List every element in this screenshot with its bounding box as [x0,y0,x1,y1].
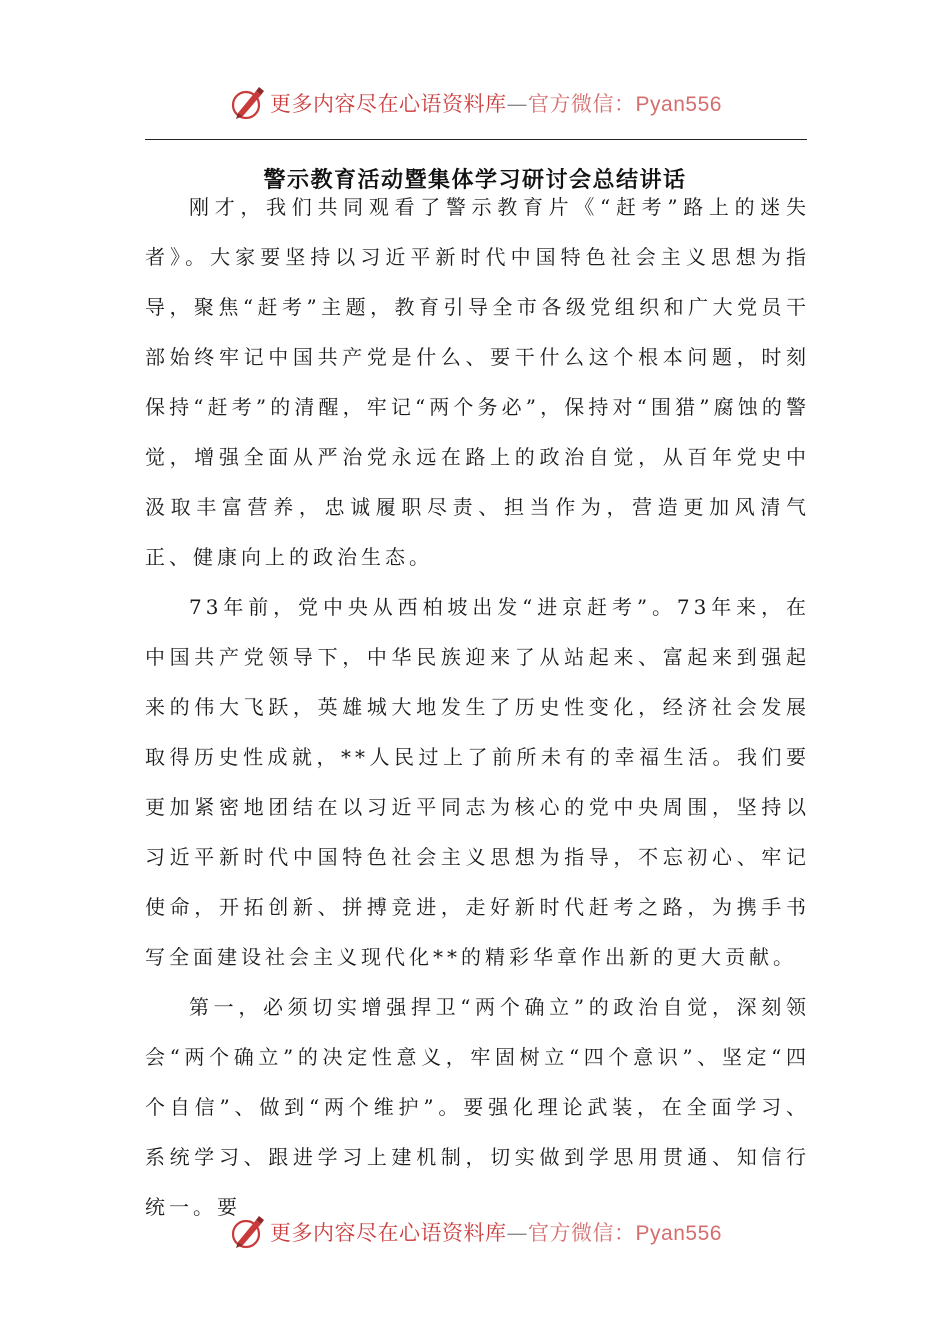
header-banner [0,78,950,128]
document-title: 警示教育活动暨集体学习研讨会总结讲话 [263,168,687,193]
footer-wechat-label: 官方微信： [528,1221,636,1245]
paragraph-1: 刚才，我们共同观看了警示教育片《“赶考”路上的迷失者》。大家要坚持以习近平新时代中国特色社会主义思想为指导，聚焦“赶考”主题，教育引导全市各级党组织和广大党员干部始终牢记中国共产党是什么、要干什么这个根本问题，时刻保持“赶考”的清醒，牢记“两个务必”，保持对“围猎”腐蚀的警觉，增强全面从严治党永远在路上的政治自觉，从百年党史中汲取丰富营养，忠诚履职尽责、担当作为，营造更加风清气正、健康向上的政治生态。 [145,195,810,569]
header-wechat-label: 官方微信： [528,92,636,116]
document-body [145,182,810,1232]
header-dash: — [506,92,529,116]
header-site-name: 更多内容尽在心语资料库 [270,92,507,116]
footer-dash: — [506,1221,529,1245]
header-divider [145,139,807,140]
footer-wechat-account: Pyan556 [635,1222,722,1245]
header-wechat-account: Pyan556 [635,93,722,116]
footer-banner-text [270,1217,722,1247]
paragraph-3: 第一，必须切实增强捍卫“两个确立”的政治自觉，深刻领会“两个确立”的决定性意义，牢固树立“四个意识”、坚定“四个自信”、做到“两个维护”。要强化理论武装，在全面学习、系统学习、跟进学习上建机制，切实做到学思用贯通、知信行统一。要 [145,995,810,1219]
header-banner-text [270,88,722,118]
footer-site-name: 更多内容尽在心语资料库 [270,1221,507,1245]
pen-nib-circle-icon [228,1212,268,1252]
pen-nib-circle-icon [228,83,268,123]
footer-banner [0,1207,950,1257]
paragraph-2: 73年前，党中央从西柏坡出发“进京赶考”。73年来，在中国共产党领导下，中华民族迎来了从站起来、富起来到强起来的伟大飞跃，英雄城大地发生了历史性变化，经济社会发展取得历史性成就，**人民过上了前所未有的幸福生活。我们要更加紧密地团结在以习近平同志为核心的党中央周围，坚持以习近平新时代中国特色社会主义思想为指导，不忘初心、牢记使命，开拓创新、拼搏竞进，走好新时代赶考之路，为携手书写全面建设社会主义现代化**的精彩华章作出新的更大贡献。 [145,595,810,969]
